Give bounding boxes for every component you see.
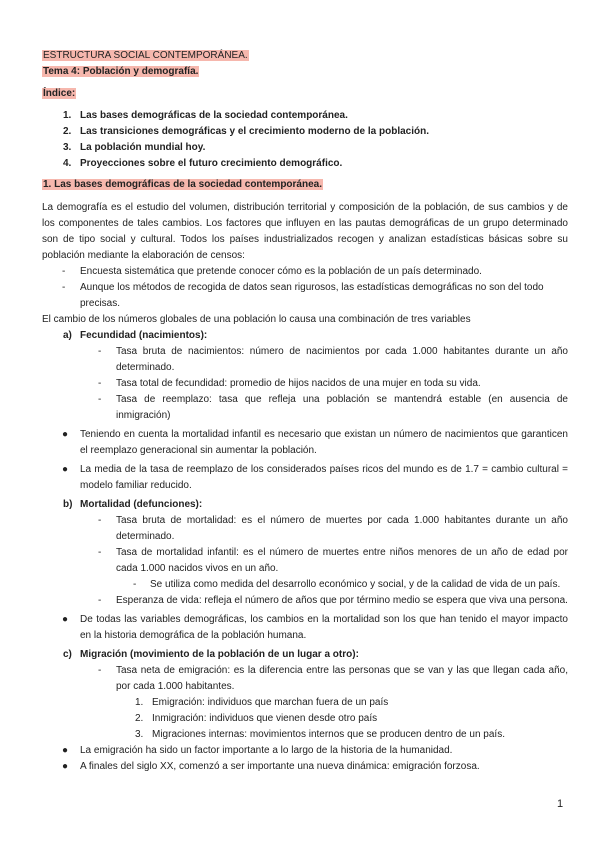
- intro-paragraph: La demografía es el estudio del volumen, distribución territorial y composición de la población, de sus cambios y de los componentes de tales cambios. Los factores que influyen en las pautas demográficas de un grupo determinado son de tipo social y cultural. Todos los países industrializados recogen y analizan estadísticas básicas sobre su población mediante la elaboración de censos:: [42, 202, 568, 261]
- list-item: ● La emigración ha sido un factor importante a lo largo de la historia de la humanidad.: [42, 743, 568, 759]
- subsection-migracion: c) Migración (movimiento de la población de un lugar a otro):: [63, 649, 359, 660]
- dash-bullet: -: [98, 346, 102, 357]
- bullet-icon: ●: [62, 614, 69, 625]
- list-item: ● A finales del siglo XX, comenzó a ser importante una nueva dinámica: emigración forzosa.: [42, 759, 568, 775]
- dash-bullet: -: [133, 579, 137, 590]
- dash-bullet: -: [62, 282, 66, 293]
- dash-bullet: -: [62, 266, 66, 277]
- bullet-icon: ●: [62, 761, 69, 772]
- change-intro: El cambio de los números globales de una población lo causa una combinación de tres variables: [42, 314, 471, 325]
- list-item: - Encuesta sistemática que pretende conocer cómo es la población de un país determinado.: [42, 264, 568, 280]
- dash-bullet: -: [98, 547, 102, 558]
- subsection-fecundidad: a) Fecundidad (nacimientos):: [63, 330, 208, 341]
- dash-bullet: -: [98, 515, 102, 526]
- document-page: [42, 48, 568, 775]
- list-item: - Esperanza de vida: refleja el número de años que por término medio se espera que viva una persona.: [42, 593, 568, 609]
- list-item: - Se utiliza como medida del desarrollo económico y social, y de la calidad de vida de un país.: [42, 577, 568, 593]
- dash-bullet: -: [98, 378, 102, 389]
- list-item: - Aunque los métodos de recogida de datos sean rigurosos, las estadísticas demográficas no son del todo precisas.: [42, 280, 568, 312]
- section-heading: 1. Las bases demográficas de la sociedad contemporánea.: [43, 179, 322, 190]
- index-item: 2. Las transiciones demográficas y el crecimiento moderno de la población.: [63, 126, 429, 137]
- index-item: 4. Proyecciones sobre el futuro crecimiento demográfico.: [63, 158, 343, 169]
- list-item: 3. Migraciones internas: movimientos internos que se producen dentro de un país.: [135, 729, 505, 740]
- bullet-icon: ●: [62, 464, 69, 475]
- list-item: ● La media de la tasa de reemplazo de los considerados países ricos del mundo es de 1.7 = cambio cultural = modelo familiar reducido.: [42, 462, 568, 494]
- list-item: 1. Emigración: individuos que marchan fuera de un país: [135, 697, 389, 708]
- list-item: - Tasa total de fecundidad: promedio de hijos nacidos de una mujer en toda su vida.: [42, 376, 568, 392]
- list-item: - Tasa bruta de mortalidad: es el número de muertes por cada 1.000 habitantes durante un año determinado.: [42, 513, 568, 545]
- subsection-mortalidad: b) Mortalidad (defunciones):: [63, 499, 203, 510]
- list-item: 2. Inmigración: individuos que vienen desde otro país: [135, 713, 378, 724]
- bullet-icon: ●: [62, 745, 69, 756]
- page-number: 1: [557, 798, 564, 810]
- index-label: Índice:: [43, 88, 76, 99]
- census-list: [42, 264, 568, 312]
- list-item: - Tasa neta de emigración: es la diferencia entre las personas que se van y las que llegan cada año, por cada 1.000 habitantes.: [42, 663, 568, 695]
- bullet-icon: ●: [62, 429, 69, 440]
- index-item: 1. Las bases demográficas de la sociedad contemporánea.: [63, 110, 348, 121]
- list-item: ● De todas las variables demográficas, los cambios en la mortalidad son los que han tenido el mayor impacto en la historia demográfica de la población humana.: [42, 612, 568, 644]
- doc-subtitle: Tema 4: Población y demografía.: [43, 66, 199, 77]
- dash-bullet: -: [98, 665, 102, 676]
- dash-bullet: -: [98, 595, 102, 606]
- index-list: [42, 108, 568, 172]
- list-item: ● Teniendo en cuenta la mortalidad infantil es necesario que existan un número de nacimientos que garanticen el reemplazo generacional sin aumentar la población.: [42, 427, 568, 459]
- doc-title: ESTRUCTURA SOCIAL CONTEMPORÁNEA.: [43, 50, 248, 61]
- list-item: - Tasa de reemplazo: tasa que refleja una población se mantendrá estable (en ausencia de inmigración): [42, 392, 568, 424]
- dash-bullet: -: [98, 394, 102, 405]
- index-item: 3. La población mundial hoy.: [63, 142, 206, 153]
- list-item: - Tasa bruta de nacimientos: número de nacimientos por cada 1.000 habitantes durante un año determinado.: [42, 344, 568, 376]
- list-item: - Tasa de mortalidad infantil: es el número de muertes entre niños menores de un año de edad por cada 1.000 nacidos vivos en un año.: [42, 545, 568, 577]
